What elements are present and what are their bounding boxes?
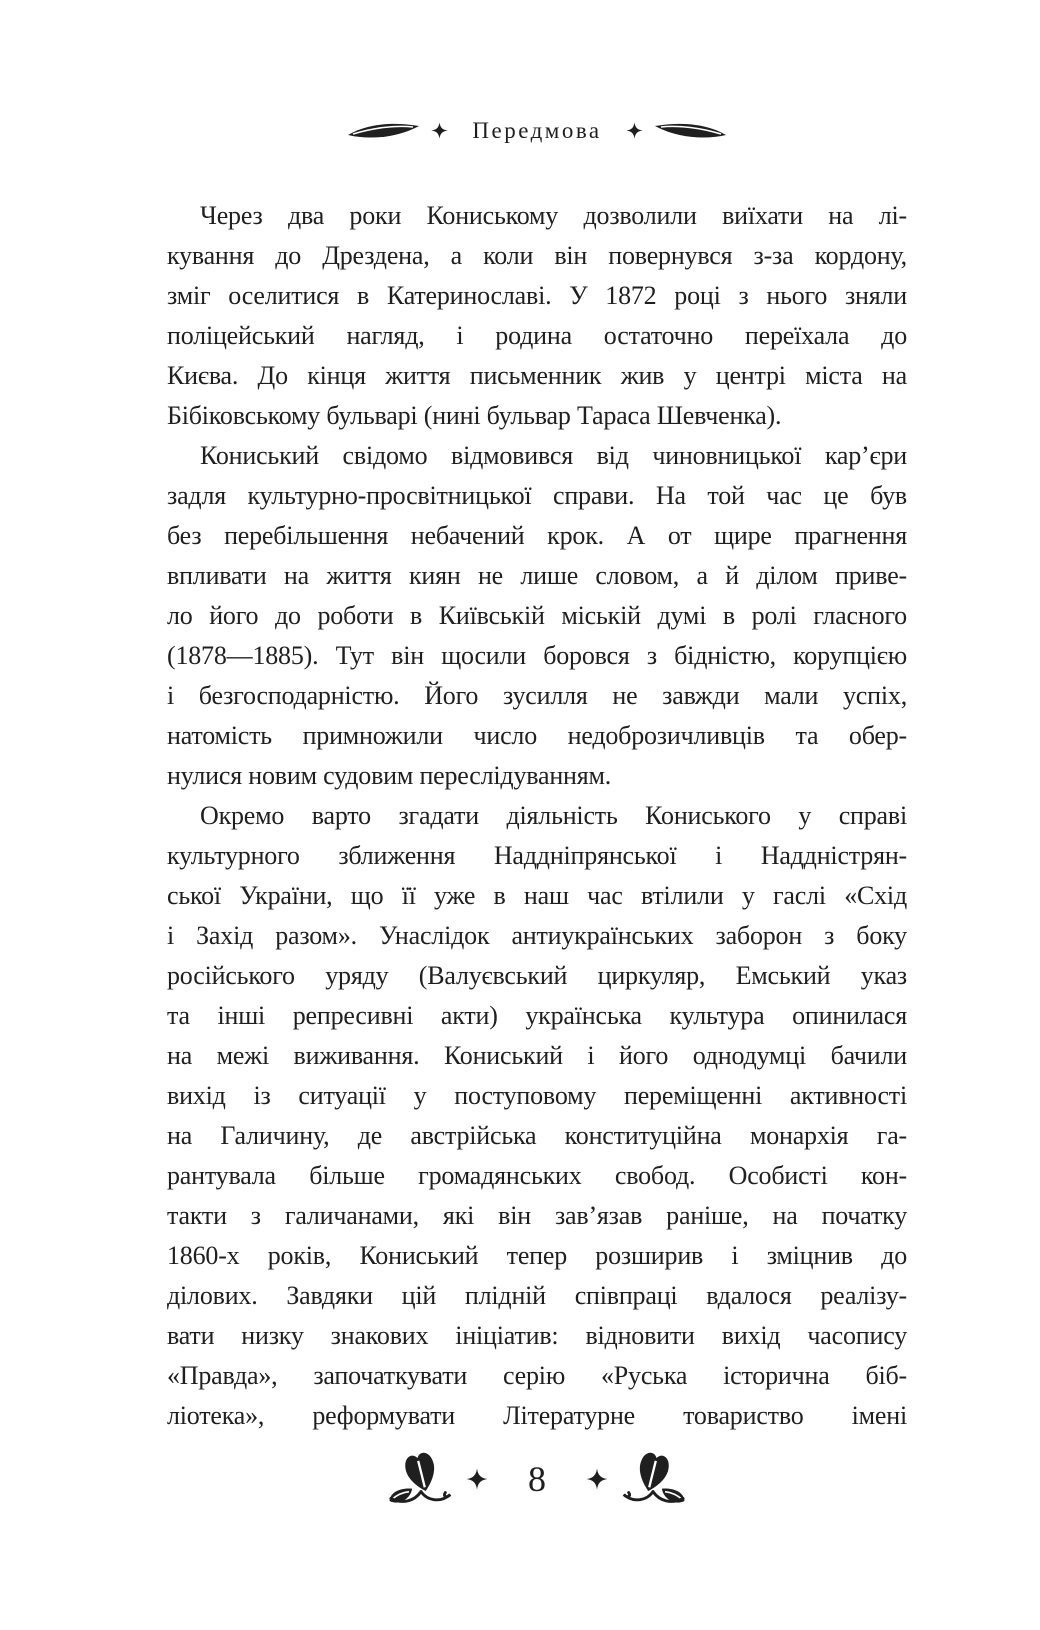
text-line: 1860-х років, Кониський тепер розширив і зміцнив до bbox=[167, 1241, 907, 1270]
four-pointed-star-icon bbox=[626, 122, 643, 139]
leaf-branch-icon bbox=[388, 1448, 456, 1510]
page-number: 8 bbox=[528, 1459, 546, 1499]
four-pointed-star-icon bbox=[586, 1468, 608, 1490]
text-line: (1878—1885). Тут він щосили боровся з бідністю, корупцією bbox=[167, 641, 907, 670]
text-line: ліотека», реформувати Літературне товариство імені bbox=[167, 1401, 907, 1430]
text-line: ло його до роботи в Київській міській думі в ролі гласного bbox=[167, 601, 907, 630]
text-line: російського уряду (Валуєвський циркуляр, Емський указ bbox=[167, 961, 907, 990]
text-line: Києва. До кінця життя письменник жив у центрі міста на bbox=[167, 361, 907, 390]
leaf-swoosh-icon bbox=[347, 118, 421, 142]
text-line: Бібіковському бульварі (нині бульвар Тараса Шевченка). bbox=[167, 401, 782, 430]
text-line: «Правда», започаткувати серію «Руська історична біб- bbox=[167, 1361, 907, 1390]
text-line: нулися новим судовим переслідуванням. bbox=[167, 761, 612, 790]
text-line: Окремо варто згадати діяльність Кониського у справі bbox=[200, 801, 907, 830]
text-line: Кониський свідомо відмовився від чиновницької кар’єри bbox=[200, 441, 907, 470]
text-line: ділових. Завдяки цій плідній співпраці вдалося реалізу- bbox=[167, 1281, 907, 1310]
leaf-branch-icon bbox=[618, 1448, 686, 1510]
text-line: культурного зближення Наддніпрянської і Наддністрян- bbox=[167, 841, 907, 870]
paragraph bbox=[167, 436, 907, 796]
four-pointed-star-icon bbox=[466, 1468, 488, 1490]
paragraph bbox=[167, 196, 907, 436]
text-line: вихід із ситуації у поступовому переміщенні активності bbox=[167, 1081, 907, 1110]
text-line: ської України, що її уже в наш час втілили у гаслі «Схід bbox=[167, 881, 907, 910]
text-line: вати низку знакових ініціатив: відновити вихід часопису bbox=[167, 1321, 907, 1350]
paragraph bbox=[167, 796, 907, 1436]
body-text bbox=[167, 196, 907, 1436]
chapter-header bbox=[167, 118, 907, 142]
text-line: без перебільшення небачений крок. А от щире прагнення bbox=[167, 521, 907, 550]
text-line: на Галичину, де австрійська конституційна монархія га- bbox=[167, 1121, 907, 1150]
text-line: на межі виживання. Кониський і його однодумці бачили bbox=[167, 1041, 907, 1070]
text-line: і Захід разом». Унаслідок антиукраїнських заборон з боку bbox=[167, 921, 907, 950]
text-line: впливати на життя киян не лише словом, а й ділом приве- bbox=[167, 561, 907, 590]
text-line: поліцейський нагляд, і родина остаточно переїхала до bbox=[167, 321, 907, 350]
text-line: такти з галичанами, які він зав’язав раніше, на початку bbox=[167, 1201, 907, 1230]
text-line: рантувала більше громадянських свобод. Особисті кон- bbox=[167, 1161, 907, 1190]
text-line: кування до Дрездена, а коли він повернувся з-за кордону, bbox=[167, 241, 907, 270]
text-line: задля культурно-просвітницької справи. На той час це був bbox=[167, 481, 907, 510]
four-pointed-star-icon bbox=[431, 122, 448, 139]
text-line: і безгосподарністю. Його зусилля не завжди мали успіх, bbox=[167, 681, 907, 710]
text-line: та інші репресивні акти) українська культура опинилася bbox=[167, 1001, 907, 1030]
text-line: зміг оселитися в Катеринославі. У 1872 році з нього зняли bbox=[167, 281, 907, 310]
page-footer bbox=[167, 1448, 907, 1510]
text-line: натомість примножили число недоброзичливців та обер- bbox=[167, 721, 907, 750]
text-line: Через два роки Кониському дозволили виїхати на лі- bbox=[200, 201, 907, 230]
leaf-swoosh-icon bbox=[653, 118, 727, 142]
chapter-title: Передмова bbox=[472, 117, 602, 143]
